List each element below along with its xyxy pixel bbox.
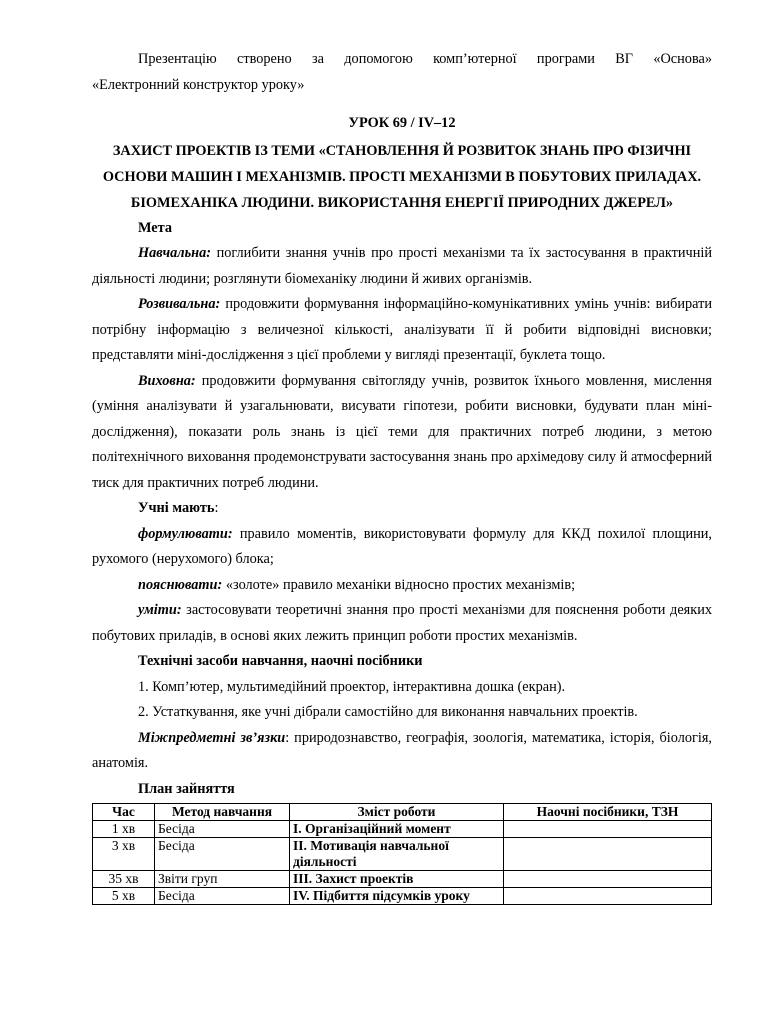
cell-aids bbox=[504, 838, 712, 871]
interdisciplinary-label: Міжпредметні зв’язки bbox=[138, 729, 286, 746]
cell-time: 35 хв bbox=[93, 871, 155, 888]
students-explain-text: «золоте» правило механіки відносно простих механізмів; bbox=[222, 576, 576, 593]
table-row bbox=[93, 871, 712, 888]
cell-time: 5 хв bbox=[93, 888, 155, 905]
goal-educational bbox=[92, 241, 712, 292]
plan-heading: План зайняття bbox=[138, 780, 235, 797]
lesson-number: УРОК 69 / IV–12 bbox=[348, 115, 456, 131]
table-row bbox=[93, 821, 712, 838]
goal-upbringing bbox=[92, 369, 712, 497]
students-skills-label: уміти: bbox=[138, 602, 182, 618]
goal-educational-text: поглибити знання учнів про прості механізми та їх застосування в практичній діяльності людини; розглянути біомеханіку людини й живих організмів. bbox=[92, 245, 712, 287]
cell-content: І. Організаційний момент bbox=[290, 821, 504, 838]
goal-developmental-text: продовжити формування інформаційно-комунікативних умінь учнів: вибирати потрібну інформацію з величезної кількості, аналізувати її й робити відповідні висновки; представляти міні-дослідження з цієї проблеми у вигляді презентації, буклета тощо. bbox=[92, 296, 712, 363]
students-heading-label: Учні мають bbox=[138, 500, 215, 516]
students-formulate bbox=[92, 522, 712, 573]
interdisciplinary-text: : природознавство, географія, зоологія, математика, історія, біологія, анатомія. bbox=[92, 729, 712, 771]
document-page bbox=[92, 47, 712, 905]
cell-method: Бесіда bbox=[155, 838, 290, 871]
table-row bbox=[93, 838, 712, 871]
plan-table bbox=[92, 803, 712, 905]
interdisciplinary bbox=[92, 726, 712, 777]
lesson-title: ЗАХИСТ ПРОЕКТІВ ІЗ ТЕМИ «СТАНОВЛЕННЯ Й РОЗВИТОК ЗНАНЬ ПРО ФІЗИЧНІ ОСНОВИ МАШИН І МЕХАНІЗМІВ. ПРОСТІ МЕХАНІЗМИ В ПОБУТОВИХ ПРИЛАДАХ. БІОМЕХАНІКА ЛЮДИНИ. ВИКОРИСТАННЯ ЕНЕРГІЇ ПРИРОДНИХ ДЖЕРЕЛ» bbox=[102, 142, 702, 211]
cell-method: Бесіда bbox=[155, 821, 290, 838]
students-heading-suffix: : bbox=[214, 500, 219, 516]
intro-line-2: «Електронний конструктор уроку» bbox=[92, 76, 305, 93]
cell-aids bbox=[504, 821, 712, 838]
cell-content: ІІІ. Захист проектів bbox=[290, 871, 504, 888]
students-skills-text: застосовувати теоретичні знання про прості механізми для пояснення роботи деяких побутових приладів, в основі яких лежить принцип роботи простих механізмів. bbox=[92, 602, 712, 644]
students-formulate-text: правило моментів, використовувати формулу для ККД похилої площини, рухомого (нерухомого) блока; bbox=[92, 525, 712, 567]
goal-developmental-label: Розвивальна: bbox=[138, 296, 221, 312]
cell-aids bbox=[504, 888, 712, 905]
col-time: Час bbox=[93, 804, 155, 821]
cell-time: 3 хв bbox=[93, 838, 155, 871]
tools-item-1: 1. Комп’ютер, мультимедійний проектор, інтерактивна дошка (екран). bbox=[138, 678, 566, 695]
goal-upbringing-label: Виховна: bbox=[138, 372, 196, 389]
cell-aids bbox=[504, 871, 712, 888]
students-explain bbox=[92, 573, 712, 599]
cell-method: Звіти груп bbox=[155, 871, 290, 888]
goal-developmental bbox=[92, 292, 712, 369]
students-skills bbox=[92, 598, 712, 649]
intro-line-1: Презентацію створено за допомогою комп’ютерної програми ВГ «Основа» bbox=[138, 51, 712, 67]
col-content: Зміст роботи bbox=[290, 804, 504, 821]
plan-table-header bbox=[93, 804, 712, 821]
students-explain-label: пояснювати: bbox=[138, 576, 223, 593]
cell-content: ІІ. Мотивація навчальної діяльності bbox=[290, 838, 504, 871]
cell-time: 1 хв bbox=[93, 821, 155, 838]
col-method: Метод навчання bbox=[155, 804, 290, 821]
goal-educational-label: Навчальна: bbox=[138, 245, 212, 261]
tools-heading: Технічні засоби навчання, наочні посібники bbox=[138, 653, 423, 669]
cell-method: Бесіда bbox=[155, 888, 290, 905]
cell-content: IV. Підбиття підсумків уроку bbox=[290, 888, 504, 905]
goal-upbringing-text: продовжити формування світогляду учнів, розвиток їхнього мовлення, мислення (уміння аналізувати й узагальнювати, висувати гіпотези, робити висновки, будувати план міні-дослідження), показати роль знань із цієї теми для практичних потреб людини, з метою політехнічного виховання продемонструвати застосування знань про архімедову силу й атмосферний тиск для практичних потреб людини. bbox=[92, 372, 712, 491]
goal-heading: Мета bbox=[138, 219, 172, 236]
students-formulate-label: формулювати: bbox=[138, 525, 233, 542]
tools-item-2: 2. Устаткування, яке учні дібрали самостійно для виконання навчальних проектів. bbox=[138, 704, 638, 720]
table-row bbox=[93, 888, 712, 905]
col-aids: Наочні посібники, ТЗН bbox=[504, 804, 712, 821]
students-heading bbox=[92, 496, 712, 522]
